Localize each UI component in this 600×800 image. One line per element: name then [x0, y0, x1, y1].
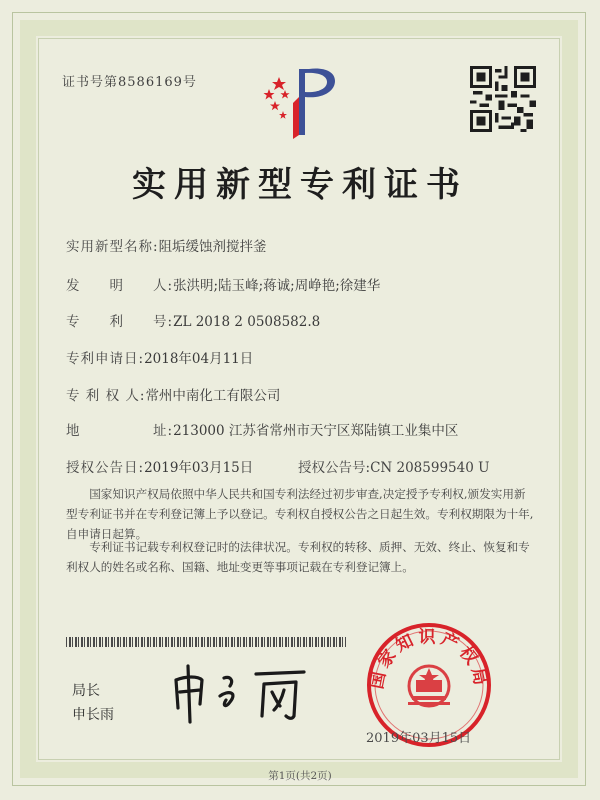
inventors-field [66, 274, 380, 294]
grant-date-field [66, 456, 253, 476]
certificate-title: 实用新型专利证书 [132, 165, 468, 205]
signature-icon [168, 658, 318, 728]
field-value: 张洪明;陆玉峰;蒋诚;周峥艳;徐建华 [173, 278, 381, 294]
publication-number-field [298, 456, 489, 476]
grant-paragraph: 国家知识产权局依照中华人民共和国专利法经过初步审查,决定授予专利权,颁发实用新型专利证书并在专利登记簿上予以登记。专利权自授权公告之日起生效。专利权期限为十年,自申请日起算。 [66, 487, 534, 541]
field-label: 实用新型名称: [66, 239, 159, 255]
page-footer: 第1页(共2页) [268, 770, 332, 782]
security-barcode [66, 637, 346, 647]
field-value: 阻垢缓蚀剂搅拌釜 [158, 239, 267, 255]
field-value: 213000 江苏省常州市天宁区郑陆镇工业集中区 [173, 423, 459, 439]
patentee-field [66, 384, 280, 404]
legal-status-paragraph: 专利证书记载专利权登记时的法律状况。专利权的转移、质押、无效、终止、恢复和专利权人的姓名或名称、国籍、地址变更等事项记载在专利登记簿上。 [66, 540, 530, 574]
field-label: 地 址: [66, 423, 174, 439]
signatory-name: 申长雨 [72, 707, 114, 723]
field-value: 常州中南化工有限公司 [145, 388, 281, 404]
application-date-field [66, 347, 253, 367]
qr-code-icon [470, 66, 536, 132]
seal-text: 国家知识产权局 [367, 627, 491, 691]
address-field [66, 419, 458, 439]
certificate-number: 证书号第8586169号 [62, 75, 197, 90]
patent-emblem-icon [253, 63, 347, 143]
field-value: ZL 2018 2 0508582.8 [173, 314, 321, 330]
field-label: 专 利 权 人: [66, 388, 146, 404]
seal-date: 2019年03月15日 [366, 731, 472, 746]
field-label: 发 明 人: [66, 278, 174, 294]
field-label: 授权公告号: [298, 460, 371, 476]
patent-number-field [66, 310, 320, 330]
utility-model-name-field [66, 235, 267, 255]
field-value: 2018年04月11日 [144, 351, 254, 367]
field-label: 授权公告日: [66, 460, 145, 476]
field-label: 专利申请日: [66, 351, 145, 367]
field-label: 专 利 号: [66, 314, 174, 330]
field-value: CN 208599540 U [370, 460, 490, 476]
signatory-title: 局长 [72, 683, 100, 699]
field-value: 2019年03月15日 [144, 460, 254, 476]
